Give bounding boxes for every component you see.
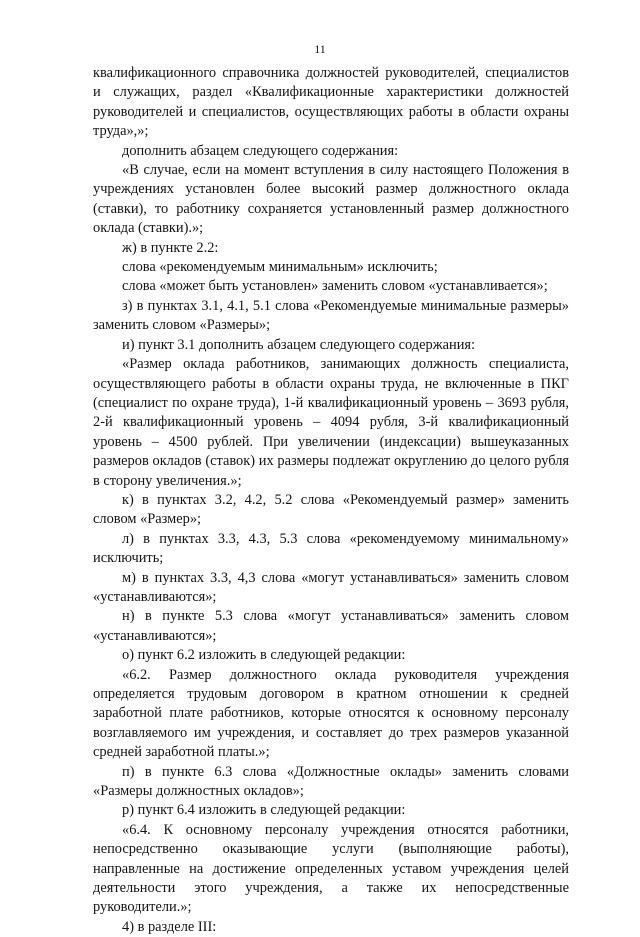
paragraph: «В случае, если на момент вступления в силу настоящего Положения в учреждениях установлен более высокий размер должностного оклада (ставки), то работнику сохраняется установленный размер должностного оклада (ставки).»;: [93, 162, 569, 237]
paragraph: л) в пунктах 3.3, 4.3, 5.3 слова «рекомендуемому минимальному» исключить;: [93, 530, 569, 567]
paragraph: слова «может быть установлен» заменить словом «устанавливается»;: [122, 278, 548, 295]
paragraph: п) в пункте 6.3 слова «Должностные оклады» заменить словами «Размеры должностных окладов»;: [93, 763, 569, 800]
paragraph: слова «рекомендуемым минимальным» исключить;: [122, 259, 438, 276]
paragraph: квалификационного справочника должностей руководителей, специалистов и служащих, раздел «Квалификационные характеристики должностей руководителей и специалистов, осуществляющих работы в области охраны труда»,»;: [93, 65, 569, 140]
paragraph: о) пункт 6.2 изложить в следующей редакции:: [122, 647, 406, 664]
paragraph: р) пункт 6.4 изложить в следующей редакции:: [122, 802, 406, 819]
paragraph: «Размер оклада работников, занимающих должность специалиста, осуществляющего работы в области охраны труда, не включенные в ПКГ (специалист по охране труда), 1-й квалификационный уровень – 3693 рубля, 2-й квалификационный уровень – 4094 рубля, 3-й квалификационный уровень – 4500 рублей. При увеличении (индексации) вышеуказанных размеров окладов (ставок) их размеры подлежат округлению до целого рубля в сторону увеличения.»;: [93, 356, 569, 489]
paragraph: к) в пунктах 3.2, 4.2, 5.2 слова «Рекомендуемый размер» заменить словом «Размер»;: [93, 491, 569, 528]
paragraph: «6.2. Размер должностного оклада руководителя учреждения определяется трудовым договором в кратном отношении к средней заработной плате работников, которые относятся к основному персоналу возглавляемого им учреждения, и составляет до трех размеров указанной средней заработной платы.»;: [93, 666, 569, 761]
paragraph: дополнить абзацем следующего содержания:: [122, 142, 399, 159]
paragraph: н) в пункте 5.3 слова «могут устанавливаться» заменить словом «устанавливаются»;: [93, 608, 569, 644]
paragraph: м) в пунктах 3.3, 4,3 слова «могут устанавливаться» заменить словом «устанавливаются»;: [93, 569, 569, 605]
page-number: 11: [314, 42, 326, 56]
paragraph: и) пункт 3.1 дополнить абзацем следующего содержания:: [122, 336, 476, 353]
paragraph: 4) в разделе III:: [122, 918, 217, 935]
paragraph: «6.4. К основному персоналу учреждения относятся работники, непосредственно оказывающие услуги (выполняющие работы), направленные на достижение определенных уставом учреждения целей деятельности этого учреждения, а также их непосредственные руководители.»;: [93, 821, 569, 916]
document-body: [93, 64, 569, 937]
paragraph: з) в пунктах 3.1, 4.1, 5.1 слова «Рекомендуемые минимальные размеры» заменить словом «Размеры»;: [93, 297, 569, 334]
paragraph: ж) в пункте 2.2:: [122, 239, 219, 256]
